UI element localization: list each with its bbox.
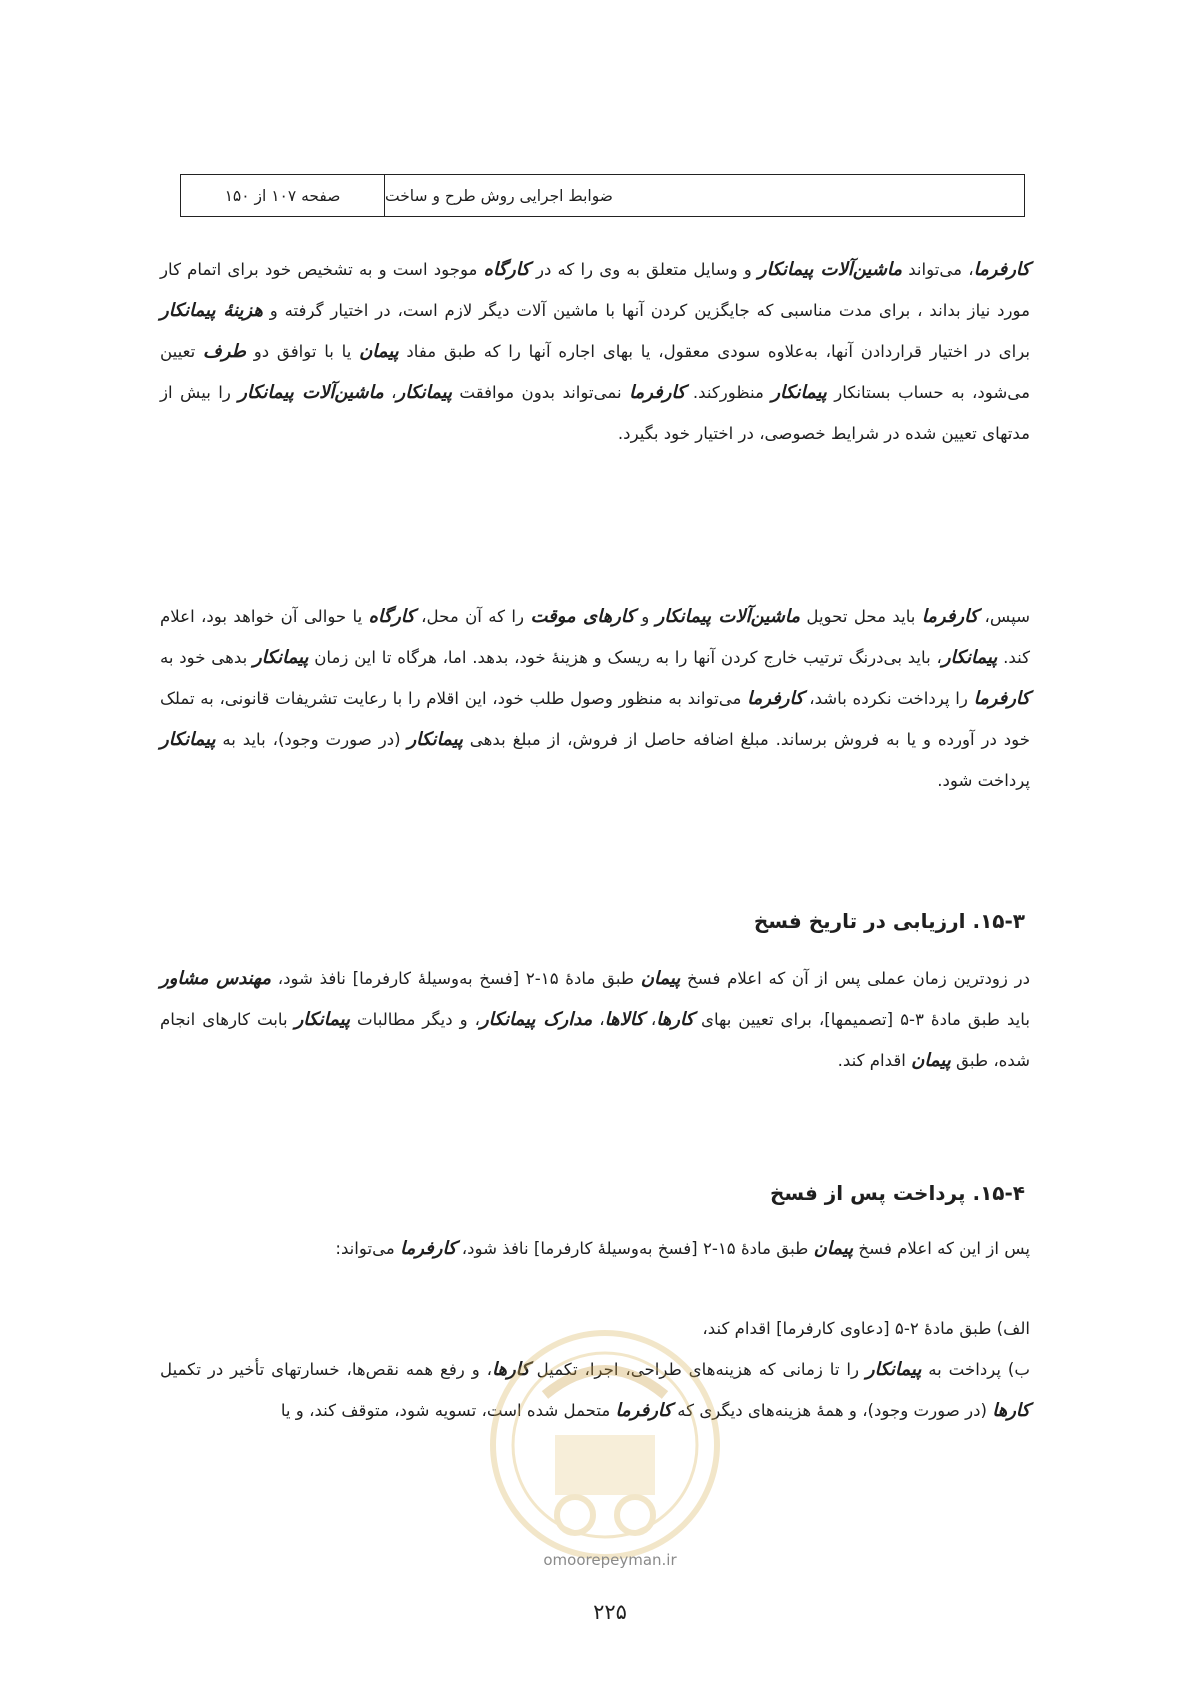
list-item-a: الف) طبق مادهٔ ۲-۵ [دعاوی کارفرما] اقدام کند، — [702, 1319, 1030, 1338]
term-contractor-equipment: ماشین‌آلات پیمانکار — [238, 382, 384, 403]
term-contractor: پیمانکار — [252, 647, 309, 668]
term-contractor: پیمانکار — [865, 1359, 922, 1380]
watermark-logo-icon — [485, 1325, 725, 1575]
term-employer: کارفرما — [615, 1400, 672, 1421]
term-site: کارگاه — [483, 259, 530, 280]
paragraph-15-3: در زودترین زمان عملی پس از آن که اعلام فسخ پیمان طبق مادهٔ ۱۵-۲ [فسخ به‌وسیلهٔ کارفرما] نافذ شود، مهندس مشاور باید طبق مادهٔ ۳-۵ [تصمیمها]، برای تعیین بهای کارها، کالاها، مدارک پیمانکار، و دیگر مطالبات پیمانکار بابت کارهای انجام شده، طبق پیمان اقدام کند. — [160, 968, 1030, 1071]
section-heading-15-3: ۱۵-۳. ارزیابی در تاریخ فسخ — [753, 909, 1025, 933]
list-item-b: ب) پرداخت به پیمانکار را تا زمانی که هزینه‌های طراحی، اجرا، تکمیل کارها، و رفع همه نقص‌ها، خسارتهای تأخیر در تکمیل کارها (در صورت وجود)، و همهٔ هزینه‌های دیگری که کارفرما متحمل شده است، تسویه شود، متوقف کند، و یا — [160, 1359, 1030, 1421]
term-contract: پیمان — [640, 968, 681, 989]
term-goods: کالاها — [604, 1009, 644, 1030]
paragraph-15-4: پس از این که اعلام فسخ پیمان طبق مادهٔ ۱۵-۲ [فسخ به‌وسیلهٔ کارفرما] نافذ شود، کارفرما می‌تواند: — [335, 1238, 1030, 1259]
term-contractor: پیمانکار — [160, 729, 216, 750]
term-contractor: پیمانکار — [771, 382, 827, 403]
term-contract: پیمان — [911, 1050, 951, 1071]
watermark-site-text: omoorepeyman.ir — [543, 1551, 677, 1569]
term-works: کارها — [491, 1359, 530, 1380]
term-contractor-equipment: ماشین‌آلات پیمانکار — [655, 606, 800, 627]
term-contractor: پیمانکار — [941, 647, 998, 668]
page-header — [180, 174, 1025, 217]
term-temporary-works: کارهای موقت — [530, 606, 635, 627]
page-number: ۲۲۵ — [593, 1600, 627, 1624]
term-employer: کارفرما — [921, 606, 979, 627]
paragraph-2: سپس، کارفرما باید محل تحویل ماشین‌آلات پیمانکار و کارهای موقت را که آن محل، کارگاه یا حوالی آن خواهد بود، اعلام کند. پیمانکار، باید بی‌درنگ ترتیب خارج کردن آنها را به ریسک و هزینهٔ خود، بدهد. اما، هرگاه تا این زمان پیمانکار بدهی خود به کارفرما را پرداخت نکرده باشد، کارفرما می‌تواند به منظور وصول طلب خود، این اقلام را با رعایت تشریفات قانونی، به تملک خود در آورده و یا به فروش برساند. مبلغ اضافه حاصل از فروش، از مبلغ بدهی پیمانکار (در صورت وجود)، باید به پیمانکار پرداخت شود. — [160, 606, 1030, 790]
term-works: کارها — [992, 1400, 1030, 1421]
term-party: طرف — [203, 341, 246, 362]
term-works: کارها — [656, 1009, 695, 1030]
paragraph-1: کارفرما، می‌تواند ماشین‌آلات پیمانکار و وسایل متعلق به وی را که در کارگاه موجود است و به تشخیص خود برای اتمام کار مورد نیاز بداند ، برای مدت مناسبی که جایگزین کردن آنها با ماشین آلات دیگر لازم است، در اختیار گرفته و هزینهٔ پیمانکار برای در اختیار قراردادن آنها، به‌علاوه سودی معقول، یا بهای اجاره آنها را که طبق مفاد پیمان یا با توافق دو طرف تعیین می‌شود، به حساب بستانکار پیمانکار منظورکند. کارفرما نمی‌تواند بدون موافقت پیمانکار، ماشین‌آلات پیمانکار را بیش از مدتهای تعیین شده در شرایط خصوصی، در اختیار خود بگیرد. — [160, 259, 1030, 443]
term-engineer: مهندس مشاور — [160, 968, 272, 989]
term-contractor-cost: هزینهٔ پیمانکار — [160, 300, 263, 321]
term-employer: کارفرما — [973, 259, 1030, 280]
term-employer: کارفرما — [629, 382, 686, 403]
term-employer: کارفرما — [747, 688, 804, 709]
term-contractor: پیمانکار — [407, 729, 463, 750]
term-contractor: پیمانکار — [294, 1009, 351, 1030]
term-employer: کارفرما — [400, 1238, 457, 1259]
term-site: کارگاه — [368, 606, 415, 627]
term-contractor-equipment: ماشین‌آلات پیمانکار — [757, 259, 903, 280]
term-employer: کارفرما — [973, 688, 1030, 709]
term-contract: پیمان — [813, 1238, 854, 1259]
header-document-title: ضوابط اجرایی روش طرح و ساخت — [385, 186, 613, 205]
header-page-label: صفحه ۱۰۷ از ۱۵۰ — [181, 175, 385, 216]
term-contractor-documents: مدارک پیمانکار — [479, 1009, 593, 1030]
term-contract: پیمان — [359, 341, 399, 362]
term-contractor: پیمانکار — [396, 382, 452, 403]
section-heading-15-4: ۱۵-۴. پرداخت پس از فسخ — [769, 1181, 1025, 1205]
